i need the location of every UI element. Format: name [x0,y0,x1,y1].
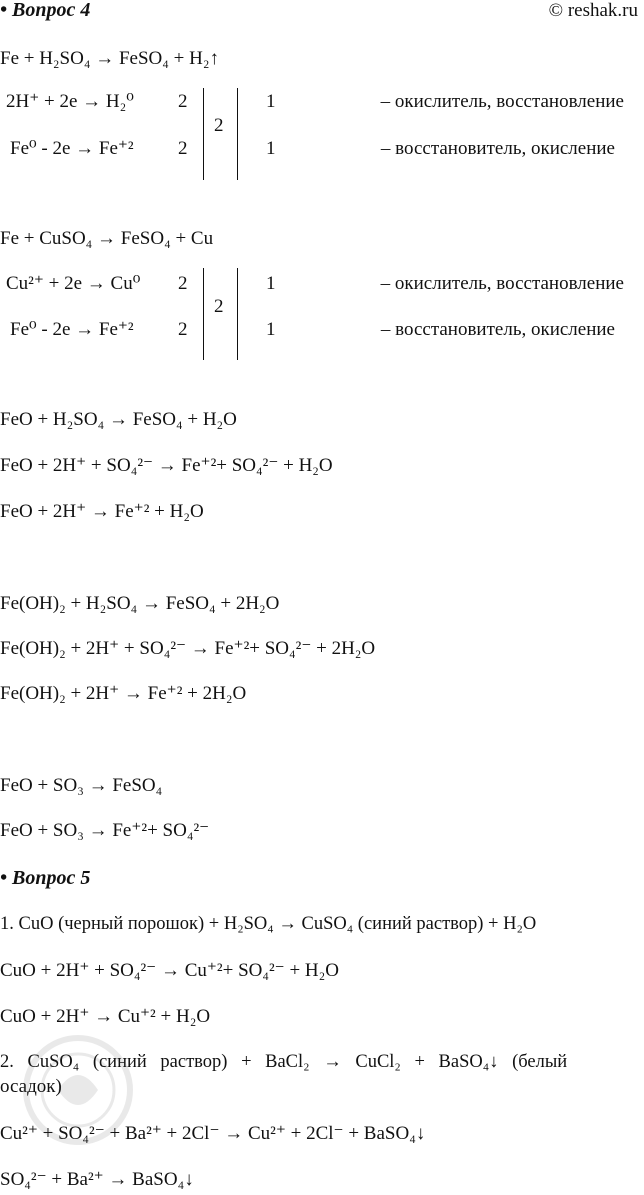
divider-line [203,268,204,360]
q5-reaction-2-full-ionic: Cu²⁺ + SO₄²⁻ + Ba²⁺ + 2Cl⁻ → Cu²⁺ + 2Cl⁻ + BaSO₄↓ [0,1123,426,1144]
half-reaction-reduction: Cu²⁺ + 2e → Cu⁰ [6,273,141,294]
divider-line [237,268,238,360]
lcm-value: 2 [214,296,224,317]
question-5-title: • Вопрос 5 [0,867,91,889]
question-4-title: • Вопрос 4 [0,0,91,21]
equation-4-molecular: Fe(OH)₂ + H₂SO₄ → FeSO₄ + 2H₂O [0,593,280,614]
coefficient: 1 [266,138,276,159]
q5-reaction-2-molecular-cont: осадок) [0,1076,62,1097]
equation-3-molecular: FeO + H₂SO₄ → FeSO₄ + H₂O [0,409,237,430]
equation-5-molecular: FeO + SO₃ → FeSO₄ [0,775,163,796]
coefficient: 1 [266,273,276,294]
equation-2: Fe + CuSO₄ → FeSO₄ + Cu [0,228,214,249]
coefficient: 1 [266,91,276,112]
source-credit: © reshak.ru [548,0,638,21]
electrons-count: 2 [178,319,188,340]
q5-reaction-1-short-ionic: CuO + 2H⁺ → Cu⁺² + H₂O [0,1006,211,1027]
equation-3-full-ionic: FeO + 2H⁺ + SO₄²⁻ → Fe⁺²+ SO₄²⁻ + H₂O [0,455,333,476]
coefficient: 1 [266,319,276,340]
divider-line [237,88,238,180]
role-oxidizer: – окислитель, восстановление [380,273,624,294]
role-reducer: – восстановитель, окисление [380,319,615,340]
equation-4-full-ionic: Fe(OH)₂ + 2H⁺ + SO₄²⁻ → Fe⁺²+ SO₄²⁻ + 2H₂O [0,638,376,659]
half-reaction-oxidation: Fe⁰ - 2e → Fe⁺² [10,138,134,159]
q5-reaction-1-molecular: 1. CuO (черный порошок) + H₂SO₄ → CuSO₄ (синий раствор) + H₂O [0,914,537,934]
electrons-count: 2 [178,91,188,112]
equation-1: Fe + H₂SO₄ → FeSO₄ + H₂↑ [0,48,219,69]
electrons-count: 2 [178,273,188,294]
equation-5-ionic: FeO + SO₃ → Fe⁺²+ SO₄²⁻ [0,820,210,841]
equation-4-short-ionic: Fe(OH)₂ + 2H⁺ → Fe⁺² + 2H₂O [0,683,247,704]
half-reaction-oxidation: Fe⁰ - 2e → Fe⁺² [10,319,134,340]
q5-reaction-1-full-ionic: CuO + 2H⁺ + SO₄²⁻ → Cu⁺²+ SO₄²⁻ + H₂O [0,960,339,981]
role-reducer: – восстановитель, окисление [380,138,615,159]
divider-line [203,88,204,180]
half-reaction-reduction: 2H⁺ + 2e → H₂⁰ [6,91,134,112]
q5-reaction-2-molecular: 2. CuSO₄ (синий раствор) + BaCl₂ → CuCl₂ + BaSO₄↓ (белый [0,1052,568,1072]
electrons-count: 2 [178,138,188,159]
role-oxidizer: – окислитель, восстановление [380,91,624,112]
equation-3-short-ionic: FeO + 2H⁺ → Fe⁺² + H₂O [0,501,204,522]
lcm-value: 2 [214,115,224,136]
q5-reaction-2-short-ionic: SO₄²⁻ + Ba²⁺ → BaSO₄↓ [0,1169,194,1190]
